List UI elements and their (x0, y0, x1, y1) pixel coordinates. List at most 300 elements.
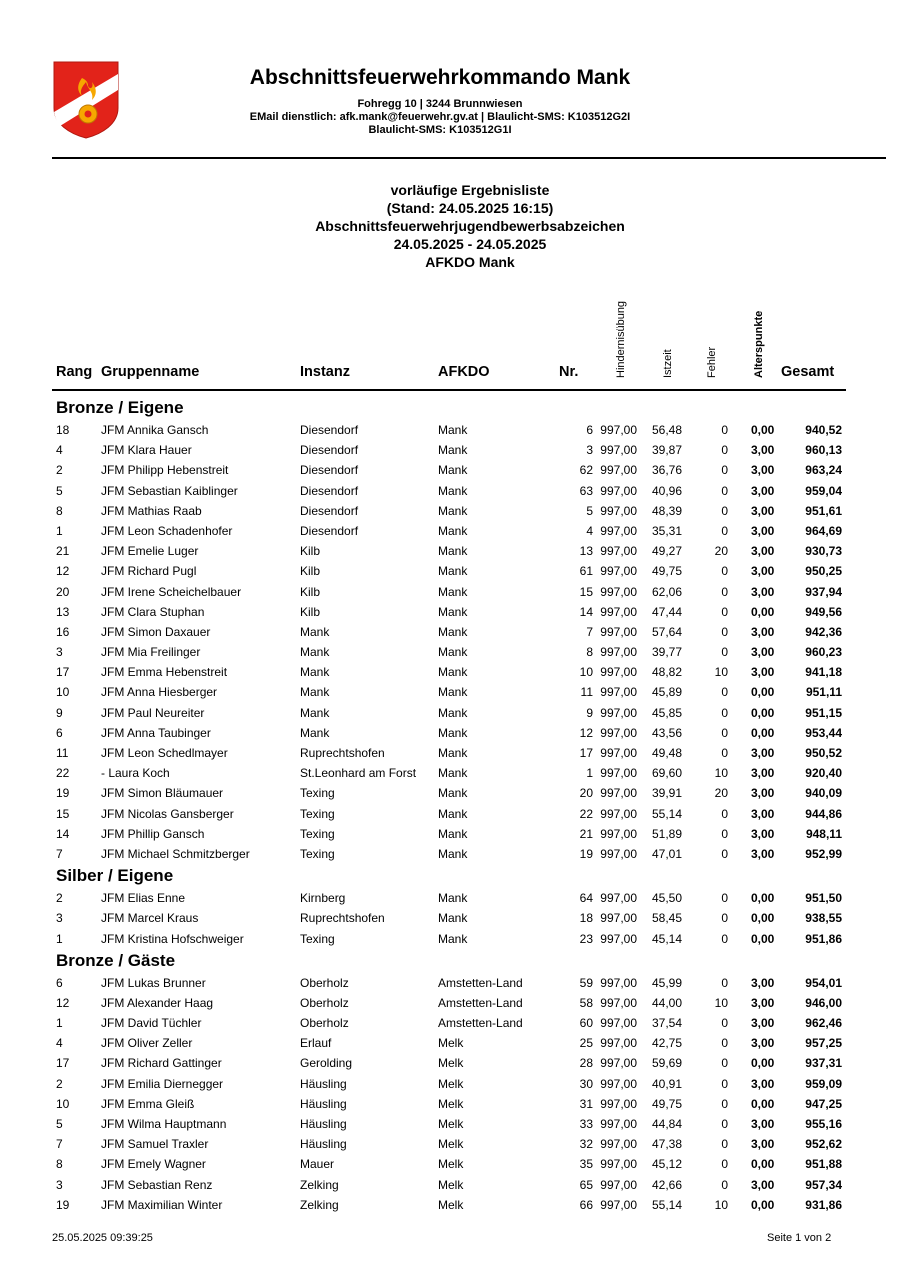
istzeit-cell: 58,45 (652, 911, 683, 926)
rang-cell: 3 (56, 645, 63, 660)
instanz-cell: Kilb (300, 564, 321, 579)
table-row (0, 763, 904, 783)
hindernis-cell: 997,00 (600, 463, 637, 478)
nr-cell: 5 (586, 503, 593, 518)
fehler-cell: 0 (721, 564, 728, 579)
fehler-cell: 0 (721, 1076, 728, 1091)
instanz-cell: Kilb (300, 544, 321, 559)
istzeit-cell: 56,48 (652, 423, 683, 437)
column-header-fehler: Fehler (706, 346, 718, 378)
alterspunkte-cell: 0,00 (751, 931, 775, 946)
fehler-cell: 0 (721, 584, 728, 599)
page-number: Seite 1 von 2 (767, 1232, 832, 1244)
rang-cell: 1 (56, 931, 63, 946)
alterspunkte-cell: 0,00 (751, 725, 775, 740)
instanz-cell: Häusling (300, 1137, 347, 1152)
instanz-cell: Erlauf (300, 1036, 332, 1051)
instanz-cell: Zelking (300, 1197, 339, 1212)
istzeit-cell: 49,48 (652, 746, 683, 760)
fehler-cell: 0 (721, 1117, 728, 1131)
afkdo-cell: Mank (438, 443, 468, 458)
istzeit-cell: 37,54 (652, 1016, 683, 1031)
gesamt-cell: 951,88 (805, 1157, 842, 1172)
istzeit-cell: 43,56 (652, 725, 683, 740)
table-row (0, 561, 904, 581)
istzeit-cell: 49,75 (652, 1096, 683, 1111)
fehler-cell: 0 (721, 975, 728, 990)
gruppenname-cell: - Laura Koch (101, 766, 170, 781)
rang-cell: 9 (56, 705, 63, 720)
instanz-cell: Mauer (300, 1157, 335, 1172)
gruppenname-cell: JFM Kristina Hofschweiger (101, 931, 244, 946)
hindernis-cell: 997,00 (600, 846, 637, 861)
fehler-cell: 0 (721, 1137, 728, 1152)
nr-cell: 10 (579, 665, 593, 680)
nr-cell: 1 (586, 766, 593, 781)
hindernis-cell: 997,00 (600, 544, 637, 559)
instanz-cell: Mank (300, 645, 330, 660)
table-row (0, 622, 904, 642)
table-row (0, 824, 904, 844)
afkdo-cell: Amstetten-Land (438, 995, 523, 1010)
gruppenname-cell: JFM Maximilian Winter (101, 1197, 223, 1212)
hindernis-cell: 997,00 (600, 645, 637, 660)
instanz-cell: Texing (300, 931, 335, 946)
table-row (0, 501, 904, 521)
table-row (0, 703, 904, 723)
istzeit-cell: 42,66 (652, 1177, 683, 1192)
table-row (0, 1053, 904, 1073)
rang-cell: 14 (56, 826, 70, 841)
fehler-cell: 0 (721, 1036, 728, 1051)
rang-cell: 11 (56, 746, 69, 760)
rang-cell: 8 (56, 503, 63, 518)
istzeit-cell: 48,39 (652, 503, 683, 518)
gesamt-cell: 940,09 (805, 786, 842, 801)
alterspunkte-cell: 3,00 (751, 564, 775, 579)
organization-sms: Blaulicht-SMS: K103512G1I (368, 124, 512, 136)
afkdo-cell: Mank (438, 503, 468, 518)
table-row (0, 481, 904, 501)
gesamt-cell: 948,11 (805, 826, 842, 841)
fehler-cell: 0 (721, 911, 728, 926)
fehler-cell: 0 (721, 931, 728, 946)
rang-cell: 10 (56, 685, 70, 700)
rang-cell: 1 (56, 1016, 63, 1031)
fehler-cell: 0 (721, 1096, 728, 1111)
gruppenname-cell: JFM Paul Neureiter (101, 705, 205, 720)
instanz-cell: Kilb (300, 604, 321, 619)
afkdo-cell: Mank (438, 523, 468, 538)
alterspunkte-cell: 3,00 (751, 443, 775, 458)
gesamt-cell: 937,31 (805, 1056, 842, 1071)
table-row (0, 1195, 904, 1215)
nr-cell: 4 (586, 523, 593, 538)
instanz-cell: Oberholz (300, 975, 349, 990)
gesamt-cell: 931,86 (805, 1197, 842, 1212)
hindernis-cell: 997,00 (600, 931, 637, 946)
rang-cell: 7 (56, 846, 63, 861)
column-header-hindernisuebung: Hindernisübung (615, 300, 627, 378)
nr-cell: 12 (579, 725, 593, 740)
table-row (0, 420, 904, 440)
afkdo-cell: Mank (438, 826, 468, 841)
instanz-cell: Texing (300, 806, 335, 821)
alterspunkte-cell: 3,00 (751, 483, 775, 498)
nr-cell: 7 (586, 624, 593, 639)
istzeit-cell: 48,82 (652, 665, 683, 680)
istzeit-cell: 62,06 (652, 584, 683, 599)
rang-cell: 15 (56, 806, 70, 821)
gesamt-cell: 937,94 (805, 584, 842, 599)
alterspunkte-cell: 0,00 (751, 604, 775, 619)
table-row (0, 1033, 904, 1053)
table-row (0, 682, 904, 702)
alterspunkte-cell: 3,00 (751, 645, 775, 660)
instanz-cell: Mank (300, 705, 330, 720)
istzeit-cell: 47,01 (652, 846, 683, 861)
afkdo-cell: Mank (438, 483, 468, 498)
gruppenname-cell: JFM Phillip Gansch (101, 826, 205, 841)
istzeit-cell: 47,44 (652, 604, 683, 619)
rang-cell: 4 (56, 443, 63, 458)
hindernis-cell: 997,00 (600, 564, 637, 579)
istzeit-cell: 45,12 (652, 1157, 683, 1172)
hindernis-cell: 997,00 (600, 503, 637, 518)
section-header (0, 396, 904, 420)
nr-cell: 25 (579, 1036, 593, 1051)
hindernis-cell: 997,00 (600, 604, 637, 619)
gruppenname-cell: JFM Annika Gansch (101, 423, 209, 437)
fehler-cell: 0 (721, 463, 728, 478)
print-timestamp: 25.05.2025 09:39:25 (52, 1232, 153, 1244)
istzeit-cell: 39,91 (652, 786, 683, 801)
instanz-cell: Zelking (300, 1177, 339, 1192)
istzeit-cell: 40,91 (652, 1076, 683, 1091)
gesamt-cell: 951,86 (805, 931, 842, 946)
column-header-rang: Rang (56, 364, 93, 380)
alterspunkte-cell: 3,00 (751, 846, 775, 861)
gesamt-cell: 946,00 (805, 995, 842, 1010)
fehler-cell: 20 (714, 544, 728, 559)
gesamt-cell: 949,56 (805, 604, 842, 619)
nr-cell: 63 (579, 483, 593, 498)
gesamt-cell: 957,34 (805, 1177, 842, 1192)
afkdo-cell: Mank (438, 786, 468, 801)
istzeit-cell: 55,14 (652, 806, 683, 821)
hindernis-cell: 997,00 (600, 443, 637, 458)
instanz-cell: Häusling (300, 1117, 347, 1131)
gruppenname-cell: JFM Sebastian Kaiblinger (101, 483, 238, 498)
gruppenname-cell: JFM Mia Freilinger (101, 645, 201, 660)
table-row (0, 1154, 904, 1174)
table-row (0, 521, 904, 541)
column-header-gesamt: Gesamt (781, 364, 835, 380)
fehler-cell: 0 (721, 1056, 728, 1071)
table-row (0, 642, 904, 662)
gruppenname-cell: JFM Anna Taubinger (101, 725, 211, 740)
afkdo-cell: Mank (438, 463, 468, 478)
fehler-cell: 20 (714, 786, 728, 801)
fehler-cell: 0 (721, 443, 728, 458)
nr-cell: 14 (579, 604, 593, 619)
rang-cell: 21 (56, 544, 70, 559)
table-row (0, 929, 904, 949)
nr-cell: 32 (579, 1137, 593, 1152)
instanz-cell: Texing (300, 786, 335, 801)
istzeit-cell: 57,64 (652, 624, 683, 639)
istzeit-cell: 44,00 (652, 995, 683, 1010)
table-row (0, 1013, 904, 1033)
table-row (0, 1114, 904, 1134)
nr-cell: 13 (579, 544, 593, 559)
afkdo-cell: Mank (438, 423, 468, 437)
instanz-cell: Ruprechtshofen (300, 746, 385, 760)
header-divider (52, 157, 886, 159)
section-header (0, 949, 904, 973)
column-header-nr: Nr. (559, 364, 579, 380)
gruppenname-cell: JFM Mathias Raab (101, 503, 202, 518)
nr-cell: 11 (580, 685, 593, 700)
afkdo-cell: Mank (438, 624, 468, 639)
instanz-cell: Diesendorf (300, 503, 359, 518)
section-header (0, 864, 904, 888)
afkdo-cell: Mank (438, 604, 468, 619)
fehler-cell: 0 (721, 725, 728, 740)
gruppenname-cell: JFM Richard Pugl (101, 564, 197, 579)
rang-cell: 12 (56, 564, 70, 579)
instanz-cell: Mank (300, 685, 330, 700)
istzeit-cell: 51,89 (652, 826, 683, 841)
rang-cell: 19 (56, 1197, 70, 1212)
nr-cell: 58 (579, 995, 593, 1010)
gesamt-cell: 959,04 (805, 483, 842, 498)
gruppenname-cell: JFM Lukas Brunner (101, 975, 206, 990)
gruppenname-cell: JFM Philipp Hebenstreit (101, 463, 229, 478)
rang-cell: 5 (56, 483, 63, 498)
hindernis-cell: 997,00 (600, 1157, 637, 1172)
hindernis-cell: 997,00 (600, 1117, 637, 1131)
table-header-divider (52, 389, 846, 391)
nr-cell: 30 (579, 1076, 593, 1091)
section-title: Silber / Eigene (56, 866, 174, 886)
nr-cell: 28 (579, 1056, 593, 1071)
nr-cell: 60 (579, 1016, 593, 1031)
afkdo-cell: Melk (438, 1096, 464, 1111)
istzeit-cell: 49,75 (652, 564, 683, 579)
table-row (0, 783, 904, 803)
gruppenname-cell: JFM Richard Gattinger (101, 1056, 222, 1071)
gesamt-cell: 951,50 (805, 891, 842, 906)
rang-cell: 3 (56, 911, 63, 926)
rang-cell: 12 (56, 995, 70, 1010)
gesamt-cell: 957,25 (805, 1036, 842, 1051)
hindernis-cell: 997,00 (600, 1096, 637, 1111)
gesamt-cell: 951,15 (805, 705, 842, 720)
nr-cell: 59 (579, 975, 593, 990)
hindernis-cell: 997,00 (600, 786, 637, 801)
hindernis-cell: 997,00 (600, 705, 637, 720)
instanz-cell: Diesendorf (300, 463, 359, 478)
afkdo-cell: Mank (438, 544, 468, 559)
istzeit-cell: 35,31 (652, 523, 683, 538)
gruppenname-cell: JFM Simon Bläumauer (101, 786, 224, 801)
afkdo-cell: Mank (438, 665, 468, 680)
report-district: AFKDO Mank (425, 254, 515, 270)
afkdo-cell: Amstetten-Land (438, 1016, 523, 1031)
table-row (0, 993, 904, 1013)
fehler-cell: 0 (721, 604, 728, 619)
afkdo-cell: Mank (438, 806, 468, 821)
istzeit-cell: 45,14 (652, 931, 683, 946)
hindernis-cell: 997,00 (600, 746, 637, 760)
section-title: Bronze / Gäste (56, 950, 176, 970)
rang-cell: 2 (56, 891, 63, 906)
gruppenname-cell: JFM Sebastian Renz (101, 1177, 213, 1192)
rang-cell: 7 (56, 1137, 63, 1152)
table-row (0, 662, 904, 682)
nr-cell: 35 (579, 1157, 593, 1172)
gruppenname-cell: JFM Emelie Luger (101, 544, 199, 559)
fehler-cell: 0 (721, 746, 728, 760)
gruppenname-cell: JFM Leon Schadenhofer (101, 523, 233, 538)
nr-cell: 3 (586, 443, 593, 458)
alterspunkte-cell: 0,00 (751, 1157, 775, 1172)
alterspunkte-cell: 0,00 (751, 1056, 775, 1071)
alterspunkte-cell: 3,00 (751, 624, 775, 639)
afkdo-cell: Mank (438, 766, 468, 781)
gesamt-cell: 920,40 (805, 766, 842, 781)
rang-cell: 8 (56, 1157, 63, 1172)
afkdo-cell: Melk (438, 1056, 464, 1071)
afkdo-cell: Melk (438, 1197, 464, 1212)
instanz-cell: Mank (300, 624, 330, 639)
istzeit-cell: 45,85 (652, 705, 683, 720)
alterspunkte-cell: 3,00 (751, 523, 775, 538)
hindernis-cell: 997,00 (600, 806, 637, 821)
rang-cell: 2 (56, 1076, 63, 1091)
afkdo-cell: Mank (438, 645, 468, 660)
fehler-cell: 0 (721, 1177, 728, 1192)
rang-cell: 20 (56, 584, 70, 599)
alterspunkte-cell: 3,00 (751, 1036, 775, 1051)
istzeit-cell: 40,96 (652, 483, 683, 498)
alterspunkte-cell: 3,00 (751, 584, 775, 599)
nr-cell: 20 (579, 786, 593, 801)
istzeit-cell: 44,84 (652, 1117, 683, 1131)
gesamt-cell: 938,55 (805, 911, 842, 926)
fehler-cell: 0 (721, 503, 728, 518)
fehler-cell: 0 (721, 1016, 728, 1031)
results-table-body (0, 396, 904, 1215)
afkdo-cell: Melk (438, 1137, 464, 1152)
gesamt-cell: 960,13 (805, 443, 842, 458)
alterspunkte-cell: 3,00 (751, 995, 775, 1010)
alterspunkte-cell: 3,00 (751, 665, 775, 680)
alterspunkte-cell: 3,00 (751, 1117, 775, 1131)
fehler-cell: 10 (714, 995, 728, 1010)
gesamt-cell: 930,73 (805, 544, 842, 559)
gesamt-cell: 963,24 (805, 463, 842, 478)
gesamt-cell: 960,23 (805, 645, 842, 660)
gesamt-cell: 942,36 (805, 624, 842, 639)
table-row (0, 541, 904, 561)
nr-cell: 9 (586, 705, 593, 720)
afkdo-cell: Melk (438, 1036, 464, 1051)
table-row (0, 1175, 904, 1195)
gesamt-cell: 944,86 (805, 806, 842, 821)
alterspunkte-cell: 3,00 (751, 1177, 775, 1192)
afkdo-cell: Mank (438, 891, 468, 906)
instanz-cell: Oberholz (300, 995, 349, 1010)
section-title: Bronze / Eigene (56, 398, 184, 417)
nr-cell: 62 (579, 463, 593, 478)
alterspunkte-cell: 0,00 (751, 1197, 775, 1212)
hindernis-cell: 997,00 (600, 523, 637, 538)
fehler-cell: 0 (721, 826, 728, 841)
gesamt-cell: 951,11 (805, 685, 842, 700)
alterspunkte-cell: 3,00 (751, 1076, 775, 1091)
gesamt-cell: 959,09 (805, 1076, 842, 1091)
gesamt-cell: 952,62 (805, 1137, 842, 1152)
hindernis-cell: 997,00 (600, 665, 637, 680)
gruppenname-cell: JFM Emely Wagner (101, 1157, 206, 1172)
fehler-cell: 0 (721, 806, 728, 821)
instanz-cell: Diesendorf (300, 483, 359, 498)
rang-cell: 22 (56, 766, 70, 781)
fire-brigade-emblem-icon (52, 60, 120, 140)
gesamt-cell: 953,44 (805, 725, 842, 740)
afkdo-cell: Mank (438, 564, 468, 579)
nr-cell: 18 (579, 911, 593, 926)
alterspunkte-cell: 3,00 (751, 463, 775, 478)
fehler-cell: 0 (721, 685, 728, 700)
gesamt-cell: 941,18 (805, 665, 842, 680)
alterspunkte-cell: 0,00 (751, 891, 775, 906)
hindernis-cell: 997,00 (600, 423, 637, 437)
alterspunkte-cell: 3,00 (751, 1137, 775, 1152)
istzeit-cell: 42,75 (652, 1036, 683, 1051)
table-row (0, 460, 904, 480)
table-row (0, 1134, 904, 1154)
istzeit-cell: 59,69 (652, 1056, 683, 1071)
rang-cell: 16 (56, 624, 70, 639)
table-row (0, 723, 904, 743)
nr-cell: 65 (579, 1177, 593, 1192)
gruppenname-cell: JFM Elias Enne (101, 891, 186, 906)
rang-cell: 6 (56, 975, 63, 990)
fehler-cell: 0 (721, 624, 728, 639)
instanz-cell: Ruprechtshofen (300, 911, 385, 926)
hindernis-cell: 997,00 (600, 995, 637, 1010)
istzeit-cell: 69,60 (652, 766, 683, 781)
fehler-cell: 0 (721, 523, 728, 538)
gruppenname-cell: JFM Klara Hauer (101, 443, 192, 458)
fehler-cell: 0 (721, 846, 728, 861)
organization-title: Abschnittsfeuerwehrkommando Mank (249, 66, 631, 89)
alterspunkte-cell: 3,00 (751, 1016, 775, 1031)
alterspunkte-cell: 3,00 (751, 786, 775, 801)
gesamt-cell: 952,99 (805, 846, 842, 861)
hindernis-cell: 997,00 (600, 911, 637, 926)
column-header-istzeit: Istzeit (662, 349, 674, 378)
istzeit-cell: 55,14 (652, 1197, 683, 1212)
hindernis-cell: 997,00 (600, 725, 637, 740)
report-title: vorläufige Ergebnisliste (390, 182, 550, 198)
column-header-afkdo: AFKDO (438, 364, 490, 380)
fehler-cell: 0 (721, 1157, 728, 1172)
nr-cell: 19 (579, 846, 593, 861)
